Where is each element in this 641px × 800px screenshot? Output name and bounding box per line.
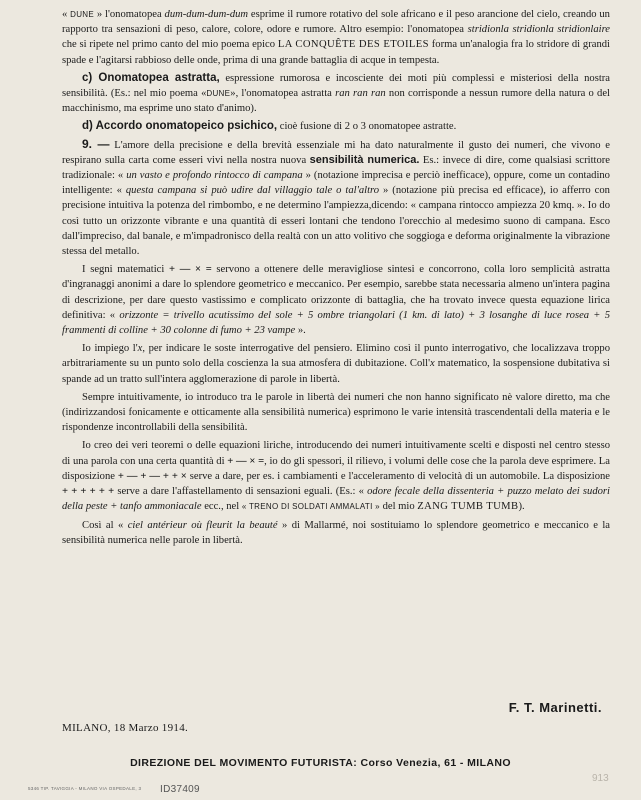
text-run: ». [295, 325, 306, 337]
text-run: , io do gli spessori, il rilievo, i volumi delle cose che la parola deve esprimere. La disposizione [62, 455, 610, 482]
quote-mark: » [230, 88, 236, 100]
section-heading: c) Onomatopea astratta, [82, 71, 220, 84]
text-run: I segni matematici [82, 264, 169, 276]
quote-mark: « [201, 88, 207, 100]
poem-title-conquete: LA CONQUÊTE DES ETOILES [277, 39, 429, 51]
text-run: matematico, la sospensione dubitativa si spande ad un tratto sull'intera agglomerazione di parole in libertà. [62, 358, 610, 385]
math-signs: + — × = [227, 455, 265, 467]
paragraph-segni-matematici [62, 262, 610, 338]
quote-italic: un vasto e profondo rintocco di campana [126, 170, 303, 182]
text-run: ecc., nel [201, 501, 242, 513]
text-run: forma un'analogia fra lo stridore di grandi spade e l'agitarsi rabbioso delle onde, prima di una grande battaglia di acque in tempesta. [62, 39, 610, 66]
paragraph-mallarme [62, 518, 610, 548]
sensation-equation: odore fecale della dissenteria + puzzo melato dei sudori della peste + tanfo ammoniacale [62, 486, 610, 513]
text-run: Io creo dei veri teoremi o delle equazioni liriche, introducendo dei numeri intuitivamente scelti e disposti nel centro stesso di una parola con una certa quantità di [62, 440, 610, 467]
text-run: » (notazione imprecisa e perciò inefficace), oppure, come un contadino intelligente: « [62, 170, 610, 197]
author-signature: F. T. Marinetti. [508, 700, 602, 715]
onomatopoeia-dum: dum-dum-dum-dum [164, 9, 249, 20]
manifesto-body [62, 7, 610, 548]
text-run: , l'onomatopea astratta [235, 88, 336, 100]
text-run: del mio [379, 501, 418, 513]
paragraph-x-interrogative [62, 341, 610, 387]
printer-credit: 5346 TIP. TAVIGGIA - MILANO VIA OSPEDALE, 3 [28, 786, 142, 791]
poem-title-dune: DUNE [206, 89, 231, 99]
book-title-zang-tumb-tumb: ZANG TUMB TUMB [417, 501, 519, 513]
signature-block [62, 700, 610, 734]
paragraph-dune-example [62, 7, 610, 68]
onomatopoeia-stridionla: stridionla stridionla stridionlaire [467, 24, 611, 36]
text-run: Sempre intuitivamente, io introduco tra le parole in libertà dei numeri che non hanno significato nè valore diretto, ma che (indirizzandosi fonicamente e otticamente alla sensibilità numerica) esprimono le varie intensità trascendentali della materia e le rispondenze incontrollabili della sensibilità. [62, 391, 610, 434]
text-run: ). [518, 501, 525, 513]
poem-title-treno: « TRENO DI SOLDATI AMMALATI » [241, 502, 380, 512]
quote-mark: « [62, 9, 68, 20]
text-run: , per indicare le soste interrogative del pensiero. Elimino così il punto interrogativo, che localizzava troppo arbitrariamente su un punto solo della coscienza la sua atmosfera di dubitazione. Coll' [62, 343, 611, 370]
math-signs: + — + — + + × [117, 470, 187, 482]
text-run: che si ripete nel primo canto del mio poema epico [62, 39, 278, 51]
text-run: Così al « [82, 519, 128, 531]
text-run: servono a ottenere delle meravigliose sintesi e concorrono, colla loro semplicità astratta d'ingranaggi anonimi a dare lo splendore geometrico e meccanico. Per esempio, sarebbe stata necessaria almeno un'intera pagina di descrizione, per dare questo vastissimo e complicato orizzonte di battaglia, che ha trovato invece questa equazione lirica definitiva: « [62, 264, 610, 321]
text-run: L'amore della precisione e della brevità essenziale mi ha dato naturalmente il gusto dei numeri, che vivono e respirano sulla carta come esseri vivi nella nostra nuova [62, 139, 610, 166]
text-run: espressione rumorosa e incosciente dei moti più complessi e misteriosi della nostra sensibilità. (Es.: nel mio poema [62, 72, 610, 100]
section-number: 9. — [82, 136, 110, 151]
text-run: Es.: invece di dire, come qualsiasi scrittore tradizionale: « [62, 154, 610, 182]
paragraph-teoremi [62, 438, 610, 514]
pencil-mark: 913 [592, 773, 609, 784]
archive-stamp: ID37409 [160, 784, 200, 795]
text-run: l'onomatopea [102, 9, 165, 20]
math-signs: + — × = [169, 264, 212, 276]
text-run: » di Mallarmé, noi sostituiamo lo splendore geometrico e meccanico e la sensibilità numerica nelle parole in libertà. [62, 519, 610, 546]
publisher-footer: DIREZIONE DEL MOVIMENTO FUTURISTA: Corso Venezia, 61 - MILANO [130, 757, 511, 769]
text-run: non corrisponde a nessun rumore della natura o del macchinismo, ma esprime uno stato d'animo). [62, 88, 610, 115]
mallarme-quote: ciel antérieur où fleurit la beauté [127, 519, 278, 531]
emphasis-sensibilita-numerica: sensibilità numerica. [309, 153, 420, 166]
math-x: x [430, 358, 435, 370]
math-x: x [137, 343, 143, 355]
lyric-equation: orizzonte = trivello acutissimo del sole + 5 ombre triangolari (1 km. di lato) + 3 losanghe di luce rosea + 5 frammenti di colline + 30 colonne di fumo + 23 vampe [62, 309, 610, 337]
paragraph-numeri-intuitivi [62, 390, 610, 436]
math-signs: + + + + + + [62, 486, 115, 498]
text-run: » (notazione più precisa ed efficace), io afferro con precisione intuitiva la potenza del rimbombo, e ne determino l'ampiezza,dicendo: « campana rintocco ampiezza 20 kmq. ». Io do così tutto un orizzonte vibrante e una quantità di esseri lontani che tendono l'orecchio al medesimo suono di campana. Esco dall'impreciso, dal banale, e m'impadronisco della realtà con un atto volitivo che soggioga e deforma originalmente la vibrazione stessa del metallo. [62, 185, 610, 258]
text-run: cioè fusione di 2 o 3 onomatopee astratte. [277, 121, 457, 133]
text-run: esprime il rumore rotativo del sole africano e il peso arancione del cielo, creando un rapporto tra sensazioni di peso, calore, colore, odore e rumore. Altro esempio: l'onomatopea [62, 9, 610, 36]
poem-title-dune: DUNE [70, 10, 95, 19]
text-run: serve a dare l'affastellamento di sensazioni eguali. (Es.: « [114, 486, 368, 498]
text-run: Io impiego l' [82, 343, 138, 355]
paragraph-accordo [62, 119, 610, 134]
onomatopoeia-ran: ran ran ran [335, 88, 386, 100]
dateline: MILANO, 18 Marzo 1914. [62, 722, 189, 734]
section-heading: d) Accordo onomatopeico psichico, [82, 120, 278, 133]
text-run: serve a dare, per es. i cambiamenti e l'acceleramento di velocità di un automobile. La disposizione [186, 470, 610, 482]
paragraph-section-9 [62, 137, 610, 260]
quote-italic: questa campana si può udire dal villaggio tale o tal'altro [125, 185, 380, 197]
paragraph-onomatopea-astratta [62, 71, 610, 117]
quote-mark: » [96, 9, 103, 20]
